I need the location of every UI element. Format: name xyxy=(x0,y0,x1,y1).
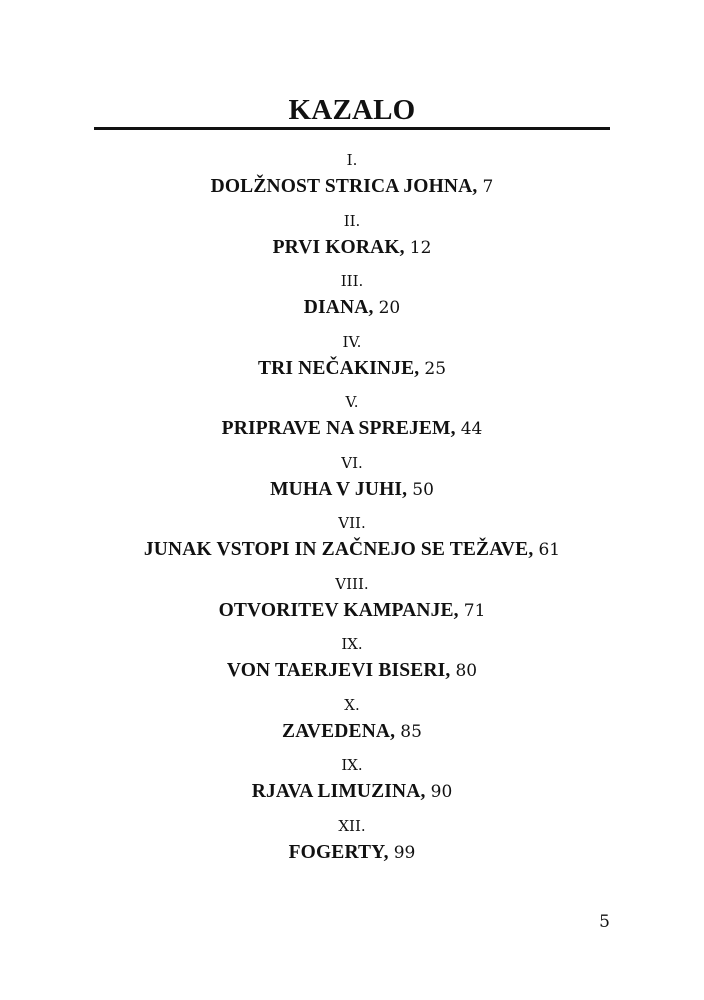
toc-entry xyxy=(0,693,704,754)
page-number: 5 xyxy=(599,912,610,932)
chapter-title: TRI NEČAKINJE, xyxy=(257,357,420,379)
chapter-numeral: VI. xyxy=(341,453,363,472)
chapter-link[interactable] xyxy=(0,656,704,686)
toc-entry xyxy=(0,753,704,814)
chapter-numeral: IX. xyxy=(341,756,363,774)
chapter-link[interactable] xyxy=(0,535,704,565)
chapter-page-number: 25 xyxy=(424,358,447,379)
chapter-page-number: 99 xyxy=(393,842,416,863)
chapter-page-number: 61 xyxy=(538,540,561,560)
chapter-numeral: IX. xyxy=(341,635,363,653)
chapter-page-number: 50 xyxy=(412,479,434,500)
toc-entry xyxy=(0,511,704,572)
chapter-page-number: 80 xyxy=(455,661,478,681)
chapter-title: DOLŽNOST STRICA JOHNA, xyxy=(210,176,478,197)
chapter-link[interactable] xyxy=(0,233,704,263)
chapter-link[interactable] xyxy=(0,596,704,626)
toc-entry xyxy=(0,148,704,209)
page-title: KAZALO xyxy=(288,94,416,126)
chapter-page-number: 12 xyxy=(409,237,432,258)
chapter-link[interactable] xyxy=(0,838,704,868)
toc-entry xyxy=(0,209,704,270)
chapter-numeral: III. xyxy=(340,272,364,290)
chapter-title: MUHA V JUHI, xyxy=(270,478,408,500)
toc-entry xyxy=(0,632,704,693)
chapter-page-number: 71 xyxy=(463,600,486,621)
chapter-title: DIANA, xyxy=(303,297,374,318)
chapter-page-number: 85 xyxy=(400,721,422,742)
chapter-page-number: 20 xyxy=(378,298,401,318)
chapter-title: PRIPRAVE NA SPREJEM, xyxy=(221,418,456,439)
chapter-numeral: V. xyxy=(345,393,359,411)
chapter-title: ZAVEDENA, xyxy=(282,720,396,742)
toc-entry xyxy=(0,390,704,451)
chapter-link[interactable] xyxy=(0,172,704,202)
chapter-numeral: VII. xyxy=(338,514,366,532)
chapter-title: PRVI KORAK, xyxy=(272,236,405,258)
title-rule xyxy=(94,127,610,130)
toc-entry xyxy=(0,572,704,633)
chapter-title: RJAVA LIMUZINA, xyxy=(251,781,426,802)
chapter-page-number: 90 xyxy=(430,782,453,802)
toc-entry xyxy=(0,814,704,875)
chapter-title: OTVORITEV KAMPANJE, xyxy=(218,599,459,621)
chapter-numeral: X. xyxy=(344,695,360,714)
toc-entry xyxy=(0,451,704,512)
chapter-link[interactable] xyxy=(0,717,704,747)
chapter-numeral: IV. xyxy=(342,332,362,351)
chapter-numeral: VIII. xyxy=(335,574,369,593)
chapter-link[interactable] xyxy=(0,777,704,807)
chapter-numeral: II. xyxy=(343,211,361,230)
chapter-page-number: 7 xyxy=(482,177,494,197)
chapter-link[interactable] xyxy=(0,293,704,323)
chapter-numeral: I. xyxy=(346,151,358,169)
chapter-title: VON TAERJEVI BISERI, xyxy=(226,660,451,681)
chapter-link[interactable] xyxy=(0,414,704,444)
toc-entry xyxy=(0,330,704,391)
chapter-link[interactable] xyxy=(0,354,704,384)
chapter-page-number: 44 xyxy=(460,419,483,439)
chapter-title: FOGERTY, xyxy=(288,841,389,863)
chapter-numeral: XII. xyxy=(338,816,366,835)
table-of-contents xyxy=(0,148,704,874)
toc-entry xyxy=(0,269,704,330)
chapter-title: JUNAK VSTOPI IN ZAČNEJO SE TEŽAVE, xyxy=(143,539,534,560)
chapter-link[interactable] xyxy=(0,475,704,505)
